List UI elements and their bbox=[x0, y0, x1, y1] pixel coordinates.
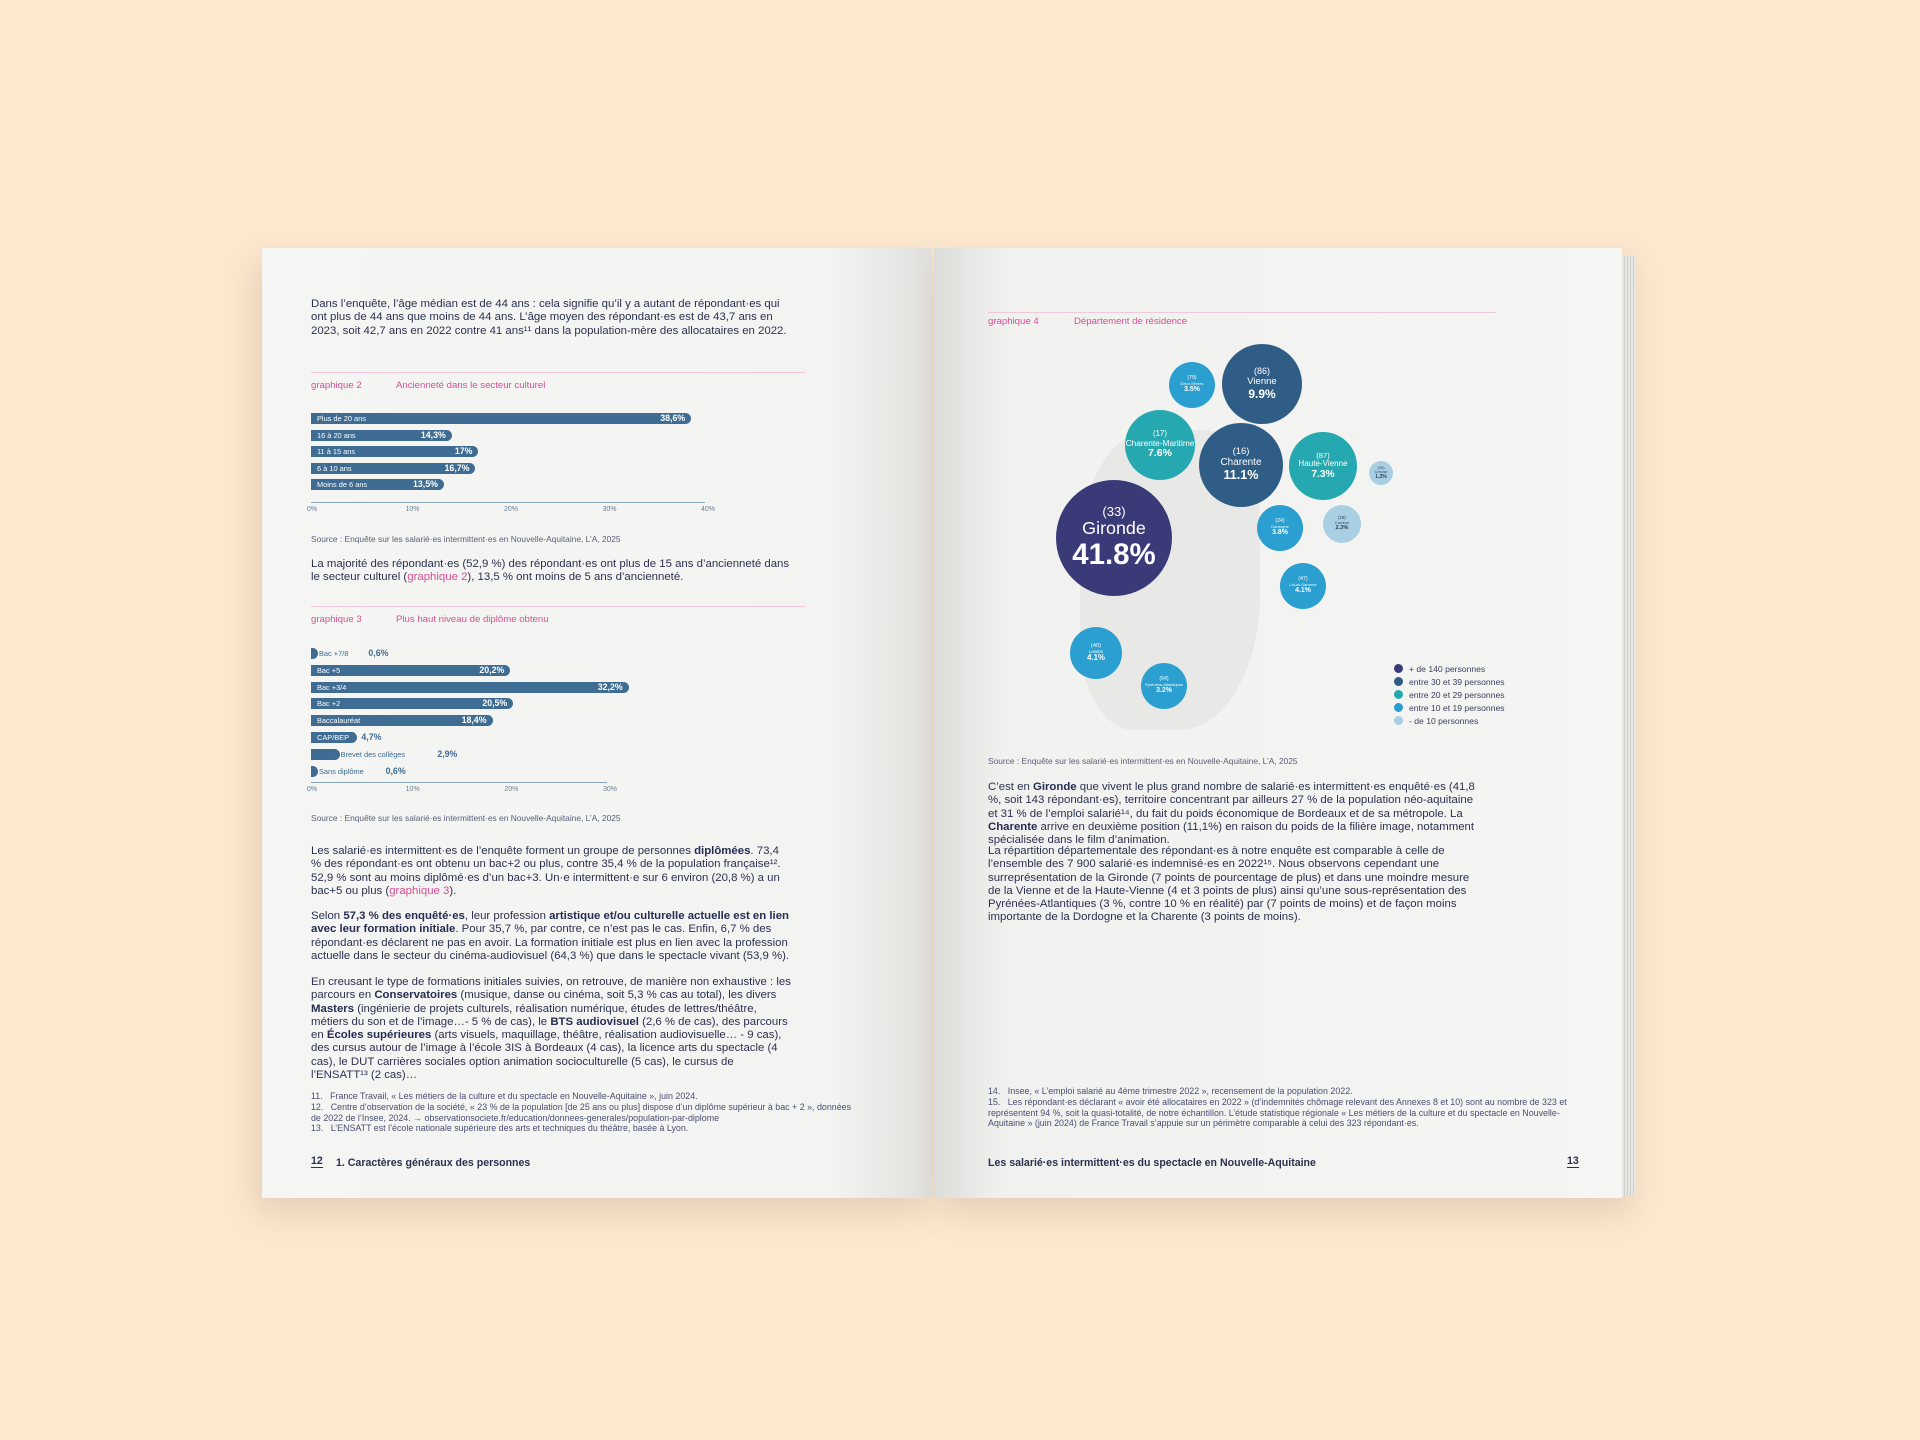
bubble-name: Gironde bbox=[1082, 518, 1146, 539]
x-tick-label: 10% bbox=[405, 786, 420, 793]
bar-category-label: 16 à 20 ans bbox=[317, 430, 356, 440]
bar-brevet-des-coll-ges bbox=[311, 749, 406, 760]
legend-label: - de 10 personnes bbox=[1409, 715, 1479, 726]
legend-item bbox=[1394, 662, 1505, 675]
bubble-code: (33) bbox=[1102, 503, 1126, 519]
bubble-name: Charente bbox=[1220, 456, 1262, 468]
bubble-percent: 7.3% bbox=[1311, 469, 1335, 481]
bar-value-label: 0,6% bbox=[385, 765, 406, 776]
page-number-right: 13 bbox=[1567, 1155, 1579, 1167]
bar-value-label: 18,4% bbox=[461, 715, 487, 726]
bubble-percent: 9.9% bbox=[1248, 386, 1276, 401]
bar-value-label: 2,9% bbox=[437, 748, 458, 759]
bubble-percent: 7.6% bbox=[1148, 447, 1172, 460]
legend-item bbox=[1394, 701, 1505, 714]
legend-label: + de 140 personnes bbox=[1409, 663, 1486, 674]
bar-category-label: Bac +3/4 bbox=[317, 682, 347, 692]
legend-dot-icon bbox=[1394, 716, 1403, 725]
bar-category-label: 11 à 15 ans bbox=[317, 447, 356, 456]
bubble-name: Corrèze bbox=[1334, 520, 1350, 526]
bubble-name: Haute-Vienne bbox=[1298, 459, 1348, 469]
bubble-creuse bbox=[1369, 461, 1393, 485]
bubble-vienne bbox=[1222, 344, 1302, 424]
footer-left: 1. Caractères généraux des personnes bbox=[336, 1157, 531, 1169]
bar-category-label: Plus de 20 ans bbox=[317, 414, 366, 423]
bubble-code: (16) bbox=[1232, 446, 1250, 458]
bubble-deux-s-vres bbox=[1169, 362, 1215, 408]
bar-value-label: 20,2% bbox=[479, 664, 505, 675]
x-tick-label: 10% bbox=[405, 506, 420, 513]
bar-value-label: 14,3% bbox=[420, 429, 446, 440]
bubble-code: (23) bbox=[1377, 464, 1385, 470]
bubble-pyr-n-es-atlantiques bbox=[1141, 663, 1187, 709]
bubble-code: (47) bbox=[1298, 576, 1308, 583]
graph2-number: graphique 2 bbox=[311, 380, 362, 391]
graph2-rule bbox=[311, 372, 805, 373]
bar-category-label: Baccalauréat bbox=[317, 716, 361, 726]
legend-label: entre 20 et 29 personnes bbox=[1409, 689, 1505, 700]
legend-label: entre 30 et 39 personnes bbox=[1409, 676, 1505, 687]
bubble-corr-ze bbox=[1323, 505, 1361, 543]
bubble-name: Creuse bbox=[1374, 469, 1388, 475]
bubble-code: (79) bbox=[1187, 375, 1197, 382]
bar-plus-de-20-ans bbox=[311, 413, 691, 424]
bubble-percent: 11.1% bbox=[1223, 467, 1259, 482]
graph3-rule bbox=[311, 606, 805, 607]
bubble-name: Landes bbox=[1089, 648, 1103, 654]
paragraph-anciennete: La majorité des répondant·es (52,9 %) des répondant·es ont plus de 15 ans d’ancienneté dans le secteur culturel (graphique 2), 13,5 % ont moins de 5 ans d’ancienneté. bbox=[311, 558, 790, 584]
bar-bac-3-4 bbox=[311, 682, 629, 693]
bar-category-label: CAP/BEP bbox=[317, 733, 350, 742]
legend-label: entre 10 et 19 personnes bbox=[1409, 702, 1505, 713]
intro-paragraph: Dans l’enquête, l’âge médian est de 44 ans : cela signifie qu’il y a autant de répondant·es qui ont plus de 44 ans que moins de 44 ans. L’âge moyen des répondant·es est de 43,7 ans en 2023, soit 42,7 ans en 2022 contre 41 ans¹¹ dans la population-mère des allocataires en 2022. bbox=[311, 298, 787, 337]
graph2-link[interactable]: graphique 2 bbox=[407, 571, 468, 584]
bar-category-label: Moins de 6 ans bbox=[317, 480, 368, 489]
graph4-title: Département de résidence bbox=[1074, 316, 1188, 327]
paragraph-formation: Selon 57,3 % des enquêté·es, leur profession artistique et/ou culturelle actuelle est en lien avec leur formation initiale. Pour 35,7 %, par contre, ce n’est pas le cas. Enfin, 6,7 % des répondant·es déclarent ne pas en avoir. La formation initiale est plus en lien avec la profession actuelle dans le secteur du cinéma-audiovisuel (64,3 %) que dans le spectacle vivant (53,9 %). bbox=[311, 910, 790, 962]
graph4-source: Source : Enquête sur les salarié·es intermittent·es en Nouvelle-Aquitaine, L’A, 2025 bbox=[988, 756, 1298, 766]
bubble-code: (64) bbox=[1159, 676, 1169, 683]
bubble-landes bbox=[1070, 627, 1122, 679]
paragraph-parcours: En creusant le type de formations initiales suivies, on retrouve, de manière non exhaustive : les parcours en Conservatoires (musique, danse ou cinéma, soit 5,3 % cas au total), les divers Masters (ingénierie de projets culturels, réalisation numérique, études de lettres/théâtre, métiers du son et de l’image…- 5 % de cas), le BTS audiovisuel (2,6 % de cas), des parcours en Écoles supérieures (arts visuels, maquillage, théâtre, réalisation audiovisuelle… - 9 cas), des cursus autour de l’image à l’école 3IS à Bordeaux (4 cas), la licence arts du spectacle (4 cas), le DUT carrières sociales option animation socioculturelle (5 cas), le cursus de l’ENSATT¹³ (2 cas)… bbox=[311, 976, 791, 1082]
x-tick-label: 20% bbox=[504, 786, 519, 793]
footer-right: Les salarié·es intermittent·es du spectacle en Nouvelle-Aquitaine bbox=[988, 1157, 1316, 1169]
bar-category-label: Brevet des collèges bbox=[340, 749, 406, 759]
bubble-code: (19) bbox=[1338, 515, 1346, 521]
bar-baccalaur-at bbox=[311, 715, 493, 726]
bubble-percent: 2.3% bbox=[1335, 525, 1349, 532]
graph3-number: graphique 3 bbox=[311, 614, 362, 625]
bubble-name: Dordogne bbox=[1271, 523, 1289, 529]
bubble-code: (86) bbox=[1253, 366, 1270, 377]
bubble-name: Vienne bbox=[1247, 376, 1277, 388]
bubble-code: (40) bbox=[1090, 643, 1102, 650]
bubble-charente-maritime bbox=[1125, 410, 1195, 480]
bar-category-label: 6 à 10 ans bbox=[317, 463, 352, 473]
bubble-haute-vienne bbox=[1289, 432, 1357, 500]
bubble-percent: 1.2% bbox=[1375, 473, 1387, 480]
legend bbox=[1394, 662, 1505, 727]
bar-value-label: 4,7% bbox=[361, 732, 382, 742]
legend-item bbox=[1394, 675, 1505, 688]
legend-dot-icon bbox=[1394, 690, 1403, 699]
paragraph-repartition: La répartition départementale des répondant·es à notre enquête est comparable à celle de l’ensemble des 7 900 salarié·es indemnisé·es en 2022¹⁵. Nous observons cependant une surreprésentation de la Gironde (7 points de pourcentage de plus) et dans une moindre mesure de la Vienne et de la Haute-Vienne (4 et 3 points de plus) ainsi qu’une sous-représentation des Pyrénées-Atlantiques (3 %, contre 10 % en réalité) par (7 points de moins) et de façon moins importante de la Dordogne et la Charente (3 points de moins). bbox=[988, 845, 1470, 924]
bubble-gironde bbox=[1056, 480, 1172, 596]
footnote-15: 15. Les répondant·es déclarant « avoir été allocataires en 2022 » (d’indemnités chômage relevant des Annexes 8 et 10) sont au nombre de 323 et représentent 94 %, soit la quasi-totalité, de notre échantillon. L’étude statistique régionale « Les métiers de la culture et du spectacle en Nouvelle-Aquitaine » (juin 2024) de France Travail s’appuie sur un périmètre comparable à celui des 323 répondant·es. bbox=[988, 1096, 1567, 1129]
bubble-percent: 4.1% bbox=[1087, 653, 1105, 663]
graph3-title: Plus haut niveau de diplôme obtenu bbox=[396, 614, 549, 625]
bubble-percent: 41.8% bbox=[1072, 537, 1156, 571]
paragraph-diplomes: Les salarié·es intermittent·es de l’enquête forment un groupe de personnes diplômées. 73,4 % des répondant·es ont obtenu un bac+2 ou plus, contre 35,4 % de la population française¹². 52,9 % sont au moins diplômé·es d’un bac+3. Un·e intermittent·e sur 6 environ (20,8 %) a un bac+5 ou plus (graphique 3). bbox=[311, 845, 781, 897]
x-tick-label: 0% bbox=[307, 786, 318, 793]
bar-value-label: 17% bbox=[454, 446, 473, 456]
bubble-charente bbox=[1199, 423, 1283, 507]
bar-category-label: Bac +5 bbox=[317, 665, 341, 675]
bubble-name: Charente-Maritime bbox=[1125, 437, 1195, 448]
x-axis bbox=[311, 782, 607, 783]
legend-dot-icon bbox=[1394, 703, 1403, 712]
bubble-percent: 3.5% bbox=[1184, 386, 1200, 394]
graph2-header bbox=[311, 380, 546, 391]
graph4-header bbox=[988, 316, 1188, 327]
bubble-lot-et-garonne bbox=[1280, 563, 1326, 609]
bar-category-label: Bac +2 bbox=[317, 699, 341, 709]
bubble-name: Lot-et-Garonne bbox=[1289, 581, 1317, 587]
bar-category-label: Bac +7/8 bbox=[319, 649, 349, 658]
page-number-left: 12 bbox=[311, 1155, 323, 1167]
footnote-14: 14. Insee, « L’emploi salarié au 4ème trimestre 2022 », recensement de la population 2022. bbox=[988, 1086, 1353, 1096]
footnote-13: 13. L’ENSATT est l’école nationale supérieure des arts et techniques du théâtre, basée à Lyon. bbox=[311, 1123, 689, 1134]
x-tick-label: 30% bbox=[602, 506, 617, 513]
bubble-dordogne bbox=[1257, 505, 1303, 551]
bar-11-15-ans bbox=[311, 446, 478, 457]
graph3-link[interactable]: graphique 3 bbox=[389, 884, 450, 897]
bar-16-20-ans bbox=[311, 430, 452, 441]
bubble-percent: 3.8% bbox=[1272, 529, 1288, 537]
bubble-percent: 3.2% bbox=[1156, 687, 1172, 695]
bar-value-label: 0,6% bbox=[368, 648, 389, 658]
bar-value-label: 13,5% bbox=[413, 479, 438, 489]
bar-bac-5 bbox=[311, 665, 510, 676]
bar-value-label: 20,5% bbox=[482, 698, 508, 709]
bubble-percent: 4.1% bbox=[1295, 587, 1311, 595]
graph2-source: Source : Enquête sur les salarié·es intermittent·es en Nouvelle-Aquitaine, L’A, 2025 bbox=[311, 534, 621, 544]
x-axis bbox=[311, 502, 705, 503]
bar-value-label: 32,2% bbox=[597, 681, 623, 692]
footnotes-right bbox=[988, 1086, 1588, 1129]
legend-dot-icon bbox=[1394, 664, 1403, 673]
paragraph-gironde: C’est en Gironde que vivent le plus grand nombre de salarié·es intermittent·es enquêté·es (41,8 %, soit 143 répondant·es), territoire concentrant par ailleurs 27 % de la population néo-aquitaine et 31 % de l’emploi salarié¹⁴, du fait du poids économique de Bordeaux et de sa métropole. La Charente arrive en deuxième position (11,1%) en raison du poids de la filière image, notamment spécialisée dans le film d’animation. bbox=[988, 781, 1475, 847]
graph3-source: Source : Enquête sur les salarié·es intermittent·es en Nouvelle-Aquitaine, L’A, 2025 bbox=[311, 813, 621, 823]
bubble-name: Deux-Sèvres bbox=[1180, 380, 1204, 386]
x-tick-label: 40% bbox=[701, 506, 716, 513]
bar-cap-bep bbox=[311, 732, 357, 743]
footnote-12[interactable]: 12. Centre d’observation de la société, « 23 % de la population [de 25 ans ou plus] dispose d’un diplôme supérieur à bac + 2 », données de 2022 de l’Insee, 2024. → observationsociete.fr/education/donnees-generales/population-par-diplome bbox=[311, 1101, 852, 1123]
graph4-number: graphique 4 bbox=[988, 316, 1039, 327]
bubble-code: (24) bbox=[1275, 518, 1285, 525]
graph4-rule bbox=[988, 312, 1496, 313]
footnotes-left bbox=[311, 1091, 851, 1134]
bubble-name: Pyrénées-Atlantiques bbox=[1144, 681, 1184, 687]
x-tick-label: 0% bbox=[307, 506, 318, 513]
legend-item bbox=[1394, 714, 1505, 727]
bar-value-label: 38,6% bbox=[660, 413, 686, 423]
x-tick-label: 30% bbox=[603, 786, 618, 793]
bubble-code: (87) bbox=[1316, 450, 1330, 460]
bubble-code: (17) bbox=[1153, 429, 1167, 439]
legend-dot-icon bbox=[1394, 677, 1403, 686]
bar-category-label: Sans diplôme bbox=[319, 766, 364, 776]
legend-item bbox=[1394, 688, 1505, 701]
x-tick-label: 20% bbox=[504, 506, 519, 513]
graph3-header bbox=[311, 614, 549, 625]
bar-moins-de-6-ans bbox=[311, 479, 444, 490]
footnote-11: 11. France Travail, « Les métiers de la culture et du spectacle en Nouvelle-Aquitaine », juin 2024. bbox=[311, 1091, 698, 1101]
graph2-title: Ancienneté dans le secteur culturel bbox=[396, 380, 546, 391]
page-edges bbox=[1622, 256, 1636, 1196]
bar-6-10-ans bbox=[311, 463, 475, 474]
bar-bac-2 bbox=[311, 698, 513, 709]
bar-value-label: 16,7% bbox=[444, 462, 470, 473]
